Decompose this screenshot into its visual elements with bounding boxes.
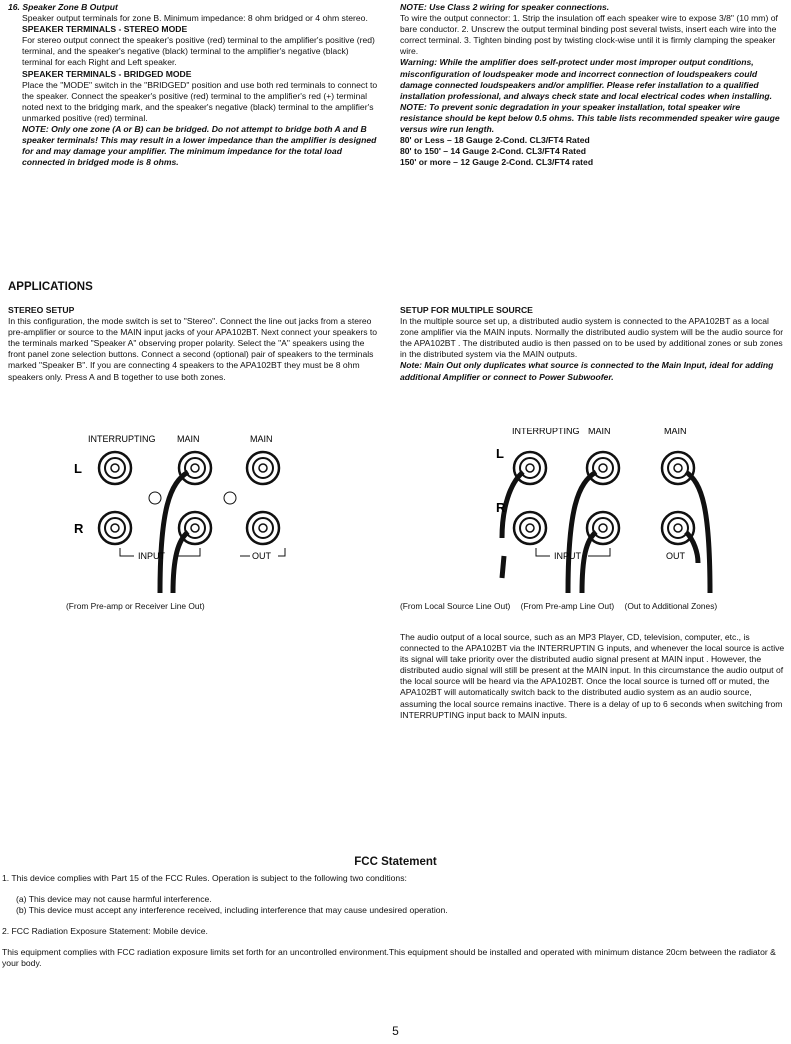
- preamp-caption: (From Pre-amp Line Out): [520, 601, 615, 611]
- main-input-left-jack: [179, 452, 211, 484]
- multiple-source-heading: SETUP FOR MULTIPLE SOURCE: [400, 305, 533, 315]
- stereo-setup-diagram: [60, 428, 310, 598]
- stereo-setup-text: In this configuration, the mode switch is set to "Stereo". Connect the line out jacks from a stereo pre-amplifier or source to the MAIN input jacks of your APA102BT. Next connect your speakers to the terminals marked "Speaker A" observing proper polarity. Select the "A" speakers using the front panel zone selection buttons. Connect a second (optional) pair of speakers to the terminals marked "Speaker B". If you are connecting 4 speakers to the APA102BT they must be 8 ohm speakers only. Press A and B together to use both zones.: [8, 316, 378, 382]
- stereo-mode-heading: SPEAKER TERMINALS - STEREO MODE: [22, 24, 188, 35]
- applications-title: APPLICATIONS: [8, 281, 93, 293]
- gauge-row: 150' or more – 12 Gauge 2-Cond. CL3/FT4 rated: [400, 157, 594, 168]
- interrupting-left-jack: [99, 452, 131, 484]
- interrupting-label: INTERRUPTING: [88, 434, 156, 444]
- multiple-source-section: [400, 305, 785, 383]
- fcc-item-2: 2. FCC Radiation Exposure Statement: Mobile device.: [2, 926, 208, 937]
- main-label: MAIN: [588, 428, 611, 436]
- bridged-mode-heading: SPEAKER TERMINALS - BRIDGED MODE: [22, 68, 192, 79]
- multiple-source-diagram: [488, 428, 738, 598]
- wire-resistance-note: NOTE: To prevent sonic degradation in your speaker installation, total speaker wire resistance should be kept below 0.5 ohms. This table lists recommended speaker wire gauge versus wire run length.: [400, 101, 780, 135]
- fcc-statement: [2, 873, 787, 970]
- stereo-setup-heading: STEREO SETUP: [8, 305, 75, 315]
- stereo-mode-text: For stereo output connect the speaker's positive (red) terminal to the amplifier's positive (red) terminal, and the speaker's negative (black) terminal to the amplifier's negative (black) terminal for each Right and Left speaker.: [22, 35, 375, 68]
- fcc-closing: This equipment complies with FCC radiation exposure limits set forth for an uncontrolled environment.This equipment should be installed and operated with minimum distance 20cm between the radiator & your body.: [2, 947, 776, 969]
- main-output-left-jack: [247, 452, 279, 484]
- multi-diagram-captions: [400, 601, 790, 612]
- main-output-left-jack: [662, 452, 694, 484]
- multiple-source-text: In the multiple source set up, a distributed audio system is connected to the APA102BT as a local zone amplifier via the MAIN inputs. Normally the distributed audio system will be the audio source for the APA102BT . The distributed audio is then passed on to be used by additional zones or sub zones in the distributed system via the MAIN outputs.: [400, 316, 784, 360]
- fcc-item-1: 1. This device complies with Part 15 of the FCC Rules. Operation is subject to the following two conditions:: [2, 873, 407, 883]
- interrupting-right-jack: [514, 512, 546, 544]
- main-input-left-jack: [587, 452, 619, 484]
- right-channel-label: R: [74, 521, 84, 536]
- speaker-zone-b-heading: 16. Speaker Zone B Output: [8, 2, 118, 12]
- interrupting-label: INTERRUPTING: [512, 428, 580, 436]
- output-label: OUT: [666, 551, 685, 561]
- main-label: MAIN: [177, 434, 200, 444]
- gauge-row: 80' to 150' – 14 Gauge 2-Cond. CL3/FT4 Rated: [400, 146, 587, 157]
- speaker-zone-b-intro: Speaker output terminals for zone B. Minimum impedance: 8 ohm bridged or 4 ohm stereo.: [22, 13, 368, 24]
- fcc-title: FCC Statement: [354, 856, 437, 868]
- left-channel-label: L: [74, 461, 82, 476]
- wiring-instructions: To wire the output connector: 1. Strip the insulation off each speaker wire to expose 3/8" (10 mm) of bare conductor. 2. Unscrew the output terminal binding post several twists, insert each wire into the correct terminal. 3. Tighten binding post by twisting clock-wise until it is firmly clamping the speaker wire.: [400, 13, 778, 57]
- main-label: MAIN: [250, 434, 273, 444]
- speaker-zone-b-section: [8, 2, 380, 168]
- bridged-note: NOTE: Only one zone (A or B) can be bridged. Do not attempt to bridge both A and B speaker terminals! This may result in a lower impedance than the amplifier is designed for and may damage your amplifier. The minimum impedance for the total load connected in bridged mode is 8 ohms.: [22, 124, 377, 168]
- gauge-row: 80' or Less – 18 Gauge 2-Cond. CL3/FT4 Rated: [400, 135, 590, 146]
- mounting-hole: [224, 492, 236, 504]
- stereo-diagram-caption: (From Pre-amp or Receiver Line Out): [66, 601, 205, 611]
- interrupting-right-jack: [99, 512, 131, 544]
- local-source-cable: [502, 556, 504, 578]
- main-output-right-jack: [247, 512, 279, 544]
- zone-out-right-cable: [686, 532, 698, 563]
- mounting-hole: [149, 492, 161, 504]
- page-number: 5: [392, 1024, 399, 1038]
- wiring-section: [400, 2, 785, 168]
- class2-note: NOTE: Use Class 2 wiring for speaker connections.: [400, 2, 610, 12]
- local-source-caption: (From Local Source Line Out): [400, 601, 511, 611]
- right-channel-label: R: [496, 500, 506, 515]
- fcc-item-1b: (b) This device must accept any interference received, including interference that may cause undesired operation.: [16, 905, 448, 916]
- main-out-note: Note: Main Out only duplicates what source is connected to the Main Input, ideal for adding additional Amplifier or connect to Power Subwoofer.: [400, 360, 774, 382]
- input-label: INPUT: [554, 551, 581, 561]
- bridged-mode-text: Place the "MODE" switch in the "BRIDGED" position and use both red terminals to connect to the speaker. Connect the speaker's positive (red) terminal to the amplifier's red (+) terminal noted next to the bridging mark, and the speaker's negative (black) terminal to the amplifier's unmarked positive (red) terminal.: [22, 79, 378, 123]
- warning-text: Warning: While the amplifier does self-protect under most improper output conditions, misconfiguration of loudspeaker mode and incorrect connection of loudspeakers could damage connected loudspeakers and/or amplifier. Please refer installation to a qualified installation professional, and always check state and local electrical codes when installing.: [400, 57, 773, 101]
- additional-zones-caption: (Out to Additional Zones): [624, 601, 718, 611]
- output-label: OUT: [252, 551, 271, 561]
- fcc-item-1a: (a) This device may not cause harmful interference.: [16, 894, 212, 905]
- main-label: MAIN: [664, 428, 687, 436]
- local-source-text: The audio output of a local source, such as an MP3 Player, CD, television, computer, etc., is connected to the APA102BT via the INTERRUPTIN G inputs, and whenever the local source is active its signal will take priority over the distributed audio signal present at MAIN input . However, the distributed audio signal will still be present at the MAIN input. In this circumstance the audio output of the local source will be heard via the APA102BT. Once the local source is turned off or muted, the APA102BT will automatically switch back to the distributed audio system as an audio source, assuming the local source remains inactive. There is a delay of up to 6 seconds when switching from INTERRUPTING input back to MAIN inputs.: [400, 632, 785, 720]
- left-channel-label: L: [496, 446, 504, 461]
- stereo-setup-section: [8, 305, 383, 383]
- input-label: INPUT: [138, 551, 165, 561]
